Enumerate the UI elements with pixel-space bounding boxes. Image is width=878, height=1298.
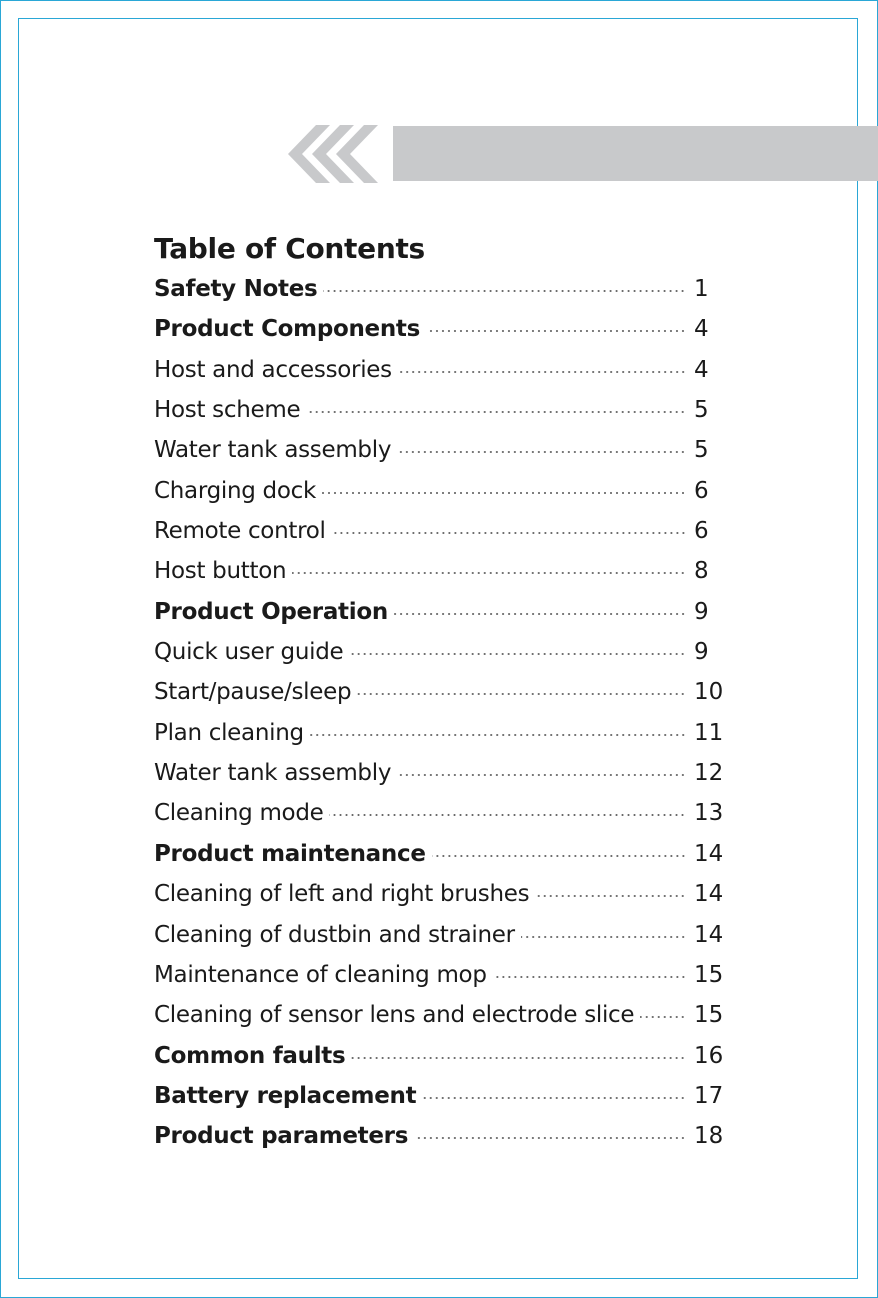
toc-entry-label: Cleaning of dustbin and strainer bbox=[154, 921, 515, 948]
toc-dot-leader bbox=[521, 933, 686, 941]
toc-entry-label: Start/pause/sleep bbox=[154, 679, 352, 706]
toc-entry-page: 9 bbox=[694, 598, 709, 625]
toc-entry-label: Product Components bbox=[154, 316, 421, 343]
toc-entry-page: 6 bbox=[694, 518, 709, 545]
toc-entry-page: 4 bbox=[694, 316, 709, 343]
toc-entry[interactable] bbox=[154, 760, 726, 800]
toc-entry-label: Host button bbox=[154, 558, 287, 585]
toc-entry[interactable] bbox=[154, 397, 726, 437]
toc-entry[interactable] bbox=[154, 1123, 726, 1163]
toc-entry-label: Host scheme bbox=[154, 397, 301, 424]
toc-dot-leader bbox=[414, 1134, 686, 1142]
toc-entry-label: Safety Notes bbox=[154, 276, 318, 302]
toc-entry-label: Water tank assembly bbox=[154, 760, 392, 787]
toc-entry[interactable] bbox=[154, 558, 726, 598]
toc-entry-label: Common faults bbox=[154, 1042, 346, 1069]
toc-entry-page: 11 bbox=[694, 719, 724, 746]
page-title: Table of Contents bbox=[154, 232, 425, 265]
header-bar bbox=[393, 126, 878, 181]
toc-entry[interactable] bbox=[154, 478, 726, 518]
toc-entry-page: 12 bbox=[694, 760, 724, 787]
toc-dot-leader bbox=[432, 852, 686, 860]
toc-entry[interactable] bbox=[154, 841, 726, 881]
toc-entry-page: 4 bbox=[694, 356, 709, 383]
toc-entry-page: 14 bbox=[694, 921, 724, 948]
toc-entry-label: Maintenance of cleaning mop bbox=[154, 961, 487, 988]
toc-entry[interactable] bbox=[154, 639, 726, 679]
toc-entry[interactable] bbox=[154, 316, 726, 356]
toc-entry-label: Product parameters bbox=[154, 1123, 409, 1150]
toc-dot-leader bbox=[323, 287, 686, 295]
toc-entry[interactable] bbox=[154, 679, 726, 719]
toc-entry-label: Host and accessories bbox=[154, 356, 392, 383]
toc-dot-leader bbox=[332, 529, 686, 537]
toc-dot-leader bbox=[329, 811, 686, 819]
toc-entry[interactable] bbox=[154, 437, 726, 477]
toc-entry-page: 8 bbox=[694, 558, 709, 585]
toc-dot-leader bbox=[357, 690, 686, 698]
toc-dot-leader bbox=[306, 408, 686, 416]
toc-entry[interactable] bbox=[154, 800, 726, 840]
toc-entry-page: 5 bbox=[694, 397, 709, 424]
toc-dot-leader bbox=[292, 569, 686, 577]
toc-entry-label: Cleaning mode bbox=[154, 800, 324, 827]
toc-dot-leader bbox=[493, 973, 686, 981]
toc-dot-leader bbox=[398, 368, 686, 376]
toc-dot-leader bbox=[394, 610, 686, 618]
toc-entry-label: Charging dock bbox=[154, 477, 316, 504]
toc-entry[interactable] bbox=[154, 518, 726, 558]
toc-entry[interactable] bbox=[154, 1002, 726, 1042]
toc-entry-page: 9 bbox=[694, 639, 709, 666]
toc-entry[interactable] bbox=[154, 357, 726, 397]
toc-entry-label: Remote control bbox=[154, 518, 326, 545]
triple-chevron-left-icon bbox=[286, 125, 386, 183]
toc-entry[interactable] bbox=[154, 720, 726, 760]
toc-entry-page: 13 bbox=[694, 800, 724, 827]
toc-entry-page: 6 bbox=[694, 477, 709, 504]
toc-dot-leader bbox=[397, 448, 686, 456]
toc-dot-leader bbox=[640, 1013, 686, 1021]
toc-entry-page: 5 bbox=[694, 437, 709, 464]
toc-dot-leader bbox=[351, 1054, 686, 1062]
toc-entry[interactable] bbox=[154, 881, 726, 921]
toc-entry-page: 16 bbox=[694, 1042, 724, 1069]
toc-entry-page: 10 bbox=[694, 679, 724, 706]
toc-entry[interactable] bbox=[154, 599, 726, 639]
toc-entry[interactable] bbox=[154, 1043, 726, 1083]
toc-entry-page: 15 bbox=[694, 961, 724, 988]
toc-entry-label: Quick user guide bbox=[154, 639, 344, 666]
toc-entry-label: Cleaning of sensor lens and electrode slice bbox=[154, 1002, 635, 1029]
toc-entry-page: 14 bbox=[694, 881, 724, 908]
toc-dot-leader bbox=[310, 731, 686, 739]
toc-entry-label: Plan cleaning bbox=[154, 719, 304, 746]
toc-entry-label: Product Operation bbox=[154, 598, 388, 625]
toc-dot-leader bbox=[426, 327, 686, 335]
toc-dot-leader bbox=[422, 1094, 686, 1102]
toc-entry-page: 17 bbox=[694, 1082, 724, 1109]
toc-entry-page: 1 bbox=[694, 276, 709, 302]
toc-dot-leader bbox=[397, 771, 686, 779]
toc-dot-leader bbox=[349, 650, 686, 658]
toc-entry-page: 14 bbox=[694, 840, 724, 867]
toc-dot-leader bbox=[322, 489, 686, 497]
toc-entry-page: 18 bbox=[694, 1123, 724, 1150]
toc-dot-leader bbox=[535, 892, 686, 900]
toc-entry[interactable] bbox=[154, 276, 726, 316]
toc-entry-label: Product maintenance bbox=[154, 840, 426, 867]
toc-entry-label: Battery replacement bbox=[154, 1082, 417, 1109]
toc-entry[interactable] bbox=[154, 1083, 726, 1123]
toc-entry[interactable] bbox=[154, 962, 726, 1002]
toc-list bbox=[154, 276, 726, 1164]
toc-entry-label: Cleaning of left and right brushes bbox=[154, 881, 530, 908]
toc-entry[interactable] bbox=[154, 922, 726, 962]
toc-entry-label: Water tank assembly bbox=[154, 437, 392, 464]
toc-entry-page: 15 bbox=[694, 1002, 724, 1029]
